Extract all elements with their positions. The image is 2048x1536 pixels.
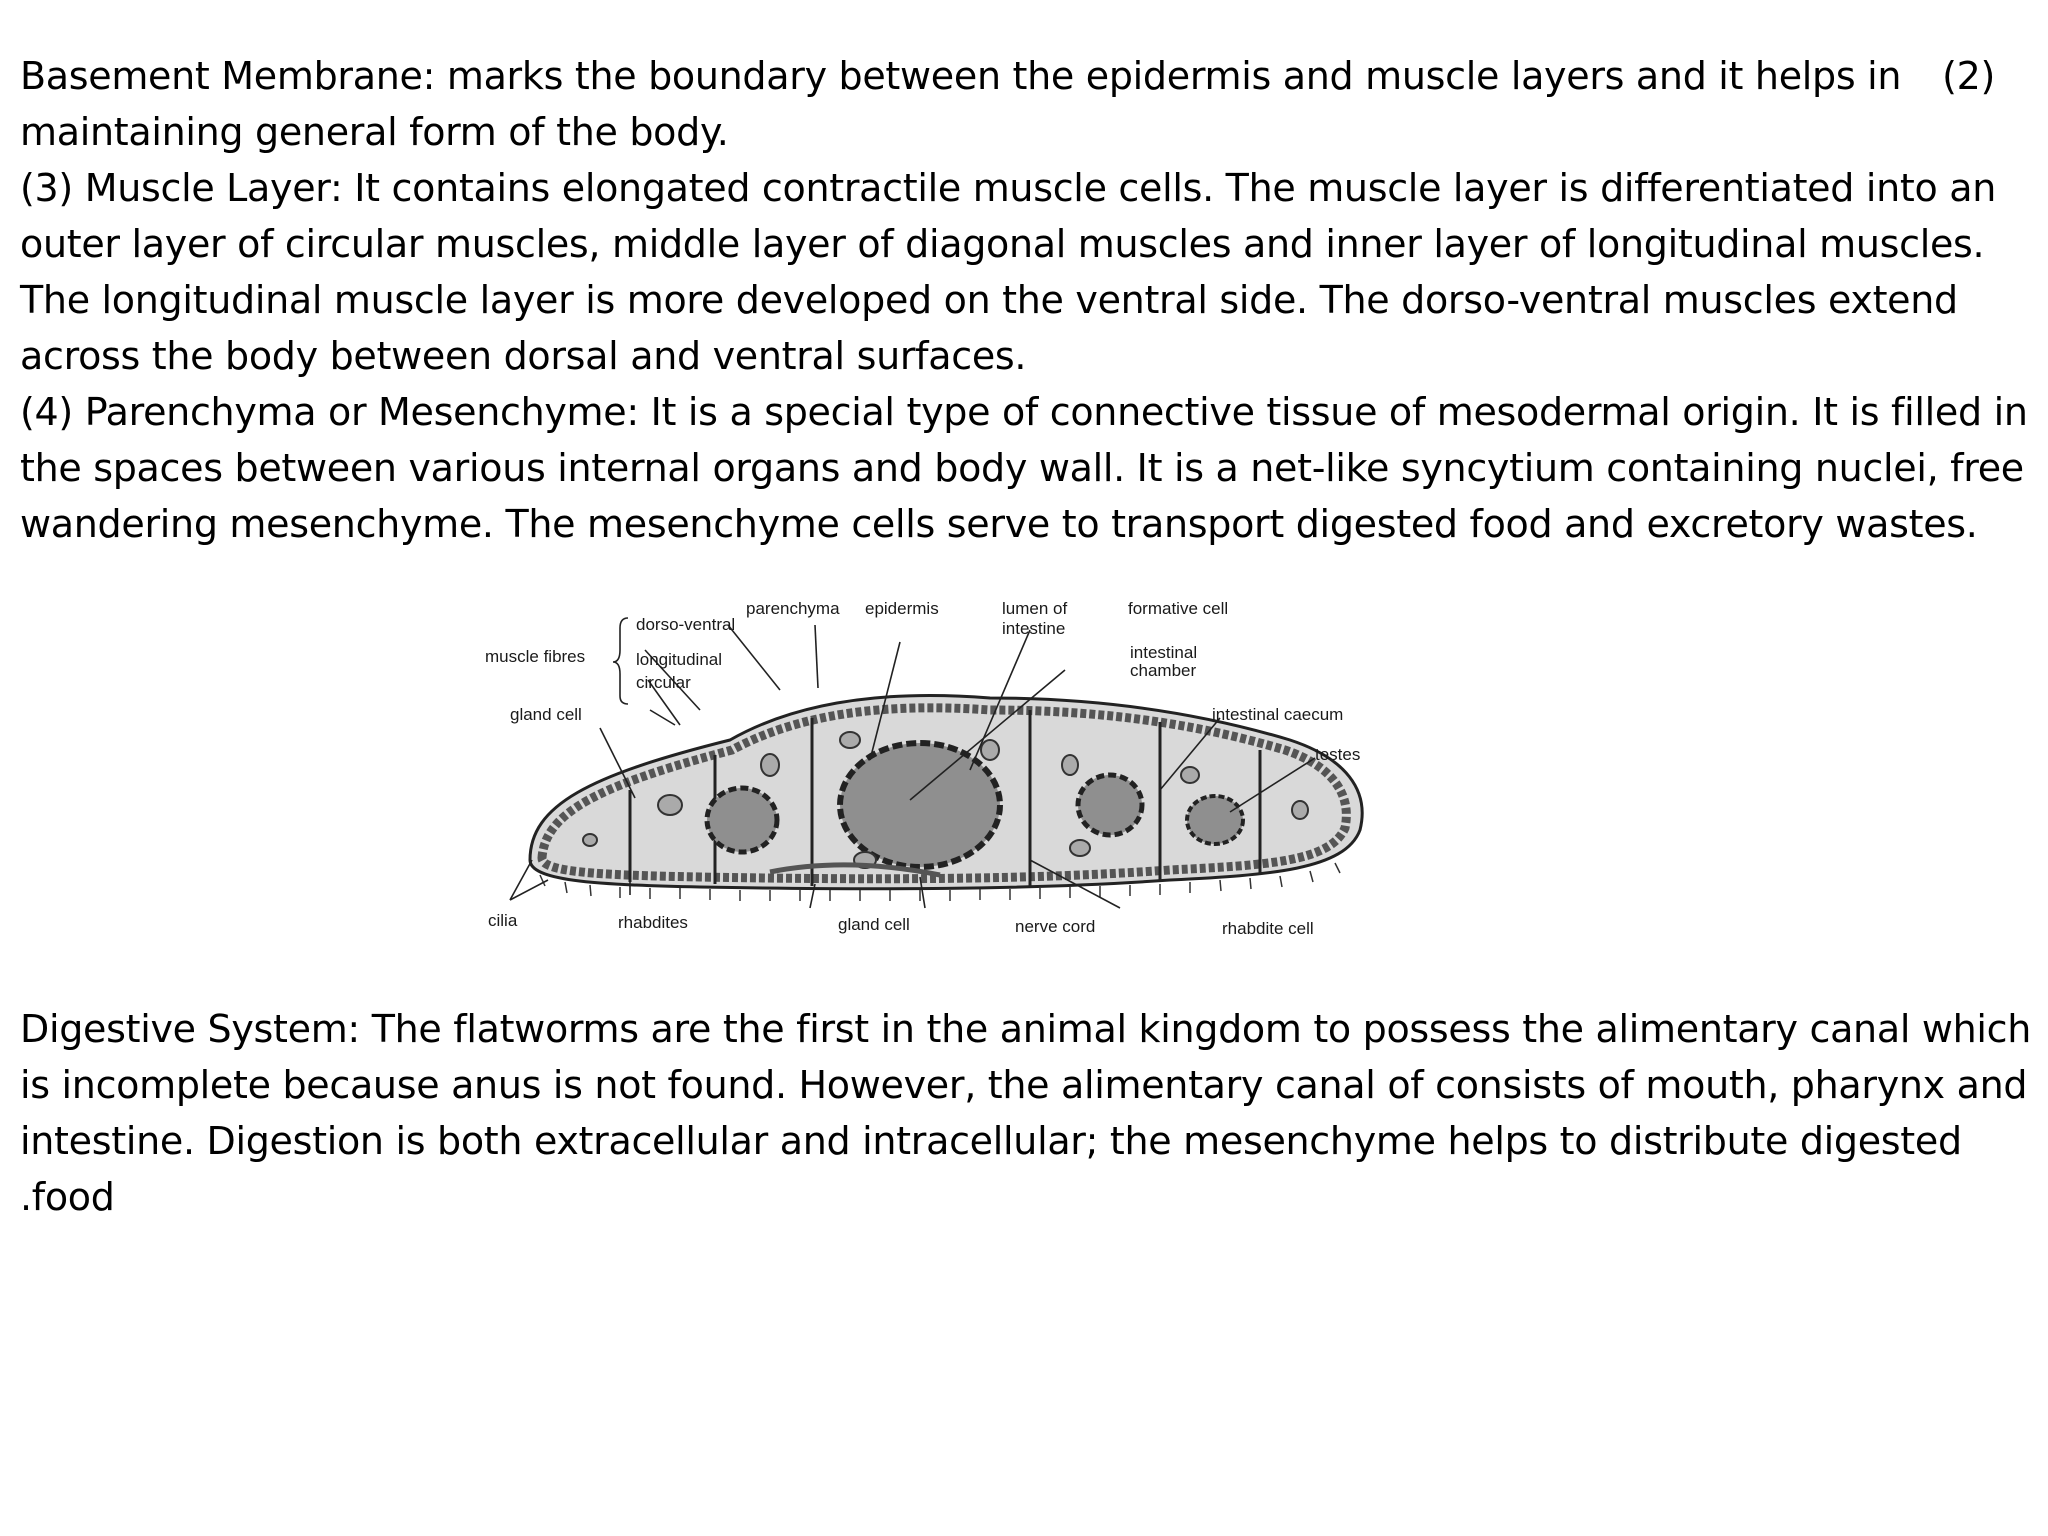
label-rhabdites: rhabdites [618, 913, 688, 932]
text-line: .food [20, 1175, 115, 1219]
label-lumen-of: lumen of [1002, 599, 1068, 618]
label-dorso-ventral: dorso-ventral [636, 615, 736, 634]
paragraph-basement-membrane-line-1 [20, 48, 1995, 104]
label-parenchyma: parenchyma [746, 599, 840, 618]
label-gland-cell-bottom: gland cell [838, 915, 910, 934]
text-line: Basement Membrane: marks the boundary between the epidermis and muscle layers and it helps in [20, 54, 1902, 98]
body-text-bottom [20, 1001, 2030, 1225]
label-cilia: cilia [488, 911, 518, 930]
flatworm-cross-section-diagram [470, 590, 1390, 970]
intestinal-caecum [1078, 775, 1142, 835]
label-nerve-cord: nerve cord [1015, 917, 1096, 936]
intestine-lumen [840, 743, 1000, 867]
label-chamber: chamber [1130, 661, 1197, 680]
label-formative-cell: formative cell [1128, 599, 1229, 618]
text-line: maintaining general form of the body. [20, 110, 729, 154]
label-rhabdite-cell: rhabdite cell [1222, 919, 1314, 938]
text-line: wandering mesenchyme. The mesenchyme cells serve to transport digested food and excretory wastes. [20, 502, 1978, 546]
intestinal-caecum [707, 788, 777, 852]
body-text-top [20, 48, 2030, 552]
list-number: (2) [1942, 54, 1995, 98]
testes [1187, 796, 1243, 844]
paragraph-muscle-layer: (3) Muscle Layer: It contains elongated contractile muscle cells. The muscle layer is differentiated into an [20, 166, 1996, 210]
label-muscle-fibres: muscle fibres [485, 647, 586, 666]
text-line: the spaces between various internal organs and body wall. It is a net-like syncytium containing nuclei, free [20, 446, 2024, 490]
text-line: intestine. Digestion is both extracellular and intracellular; the mesenchyme helps to distribute digested [20, 1119, 1962, 1163]
label-intestinal: intestinal [1130, 643, 1198, 662]
text-line: across the body between dorsal and ventral surfaces. [20, 334, 1027, 378]
text-line: outer layer of circular muscles, middle layer of diagonal muscles and inner layer of longitudinal muscles. [20, 222, 1985, 266]
label-longitudinal: longitudinal [636, 650, 723, 669]
text-line: The longitudinal muscle layer is more developed on the ventral side. The dorso-ventral muscles extend [20, 278, 1958, 322]
label-intestine: intestine [1002, 619, 1066, 638]
label-gland-cell-top: gland cell [510, 705, 582, 724]
label-circular: circular [636, 673, 691, 692]
label-epidermis: epidermis [865, 599, 939, 618]
brace [613, 618, 628, 704]
diagram-svg [470, 590, 1390, 970]
text-line: is incomplete because anus is not found. However, the alimentary canal of consists of mouth, pharynx and [20, 1063, 2028, 1107]
paragraph-parenchyma: (4) Parenchyma or Mesenchyme: It is a special type of connective tissue of mesodermal origin. It is filled in [20, 390, 2028, 434]
paragraph-digestive-system: Digestive System: The flatworms are the first in the animal kingdom to possess the alimentary canal which [20, 1007, 2032, 1051]
label-intestinal-caecum: intestinal caecum [1212, 705, 1344, 724]
label-testes: testes [1315, 745, 1361, 764]
